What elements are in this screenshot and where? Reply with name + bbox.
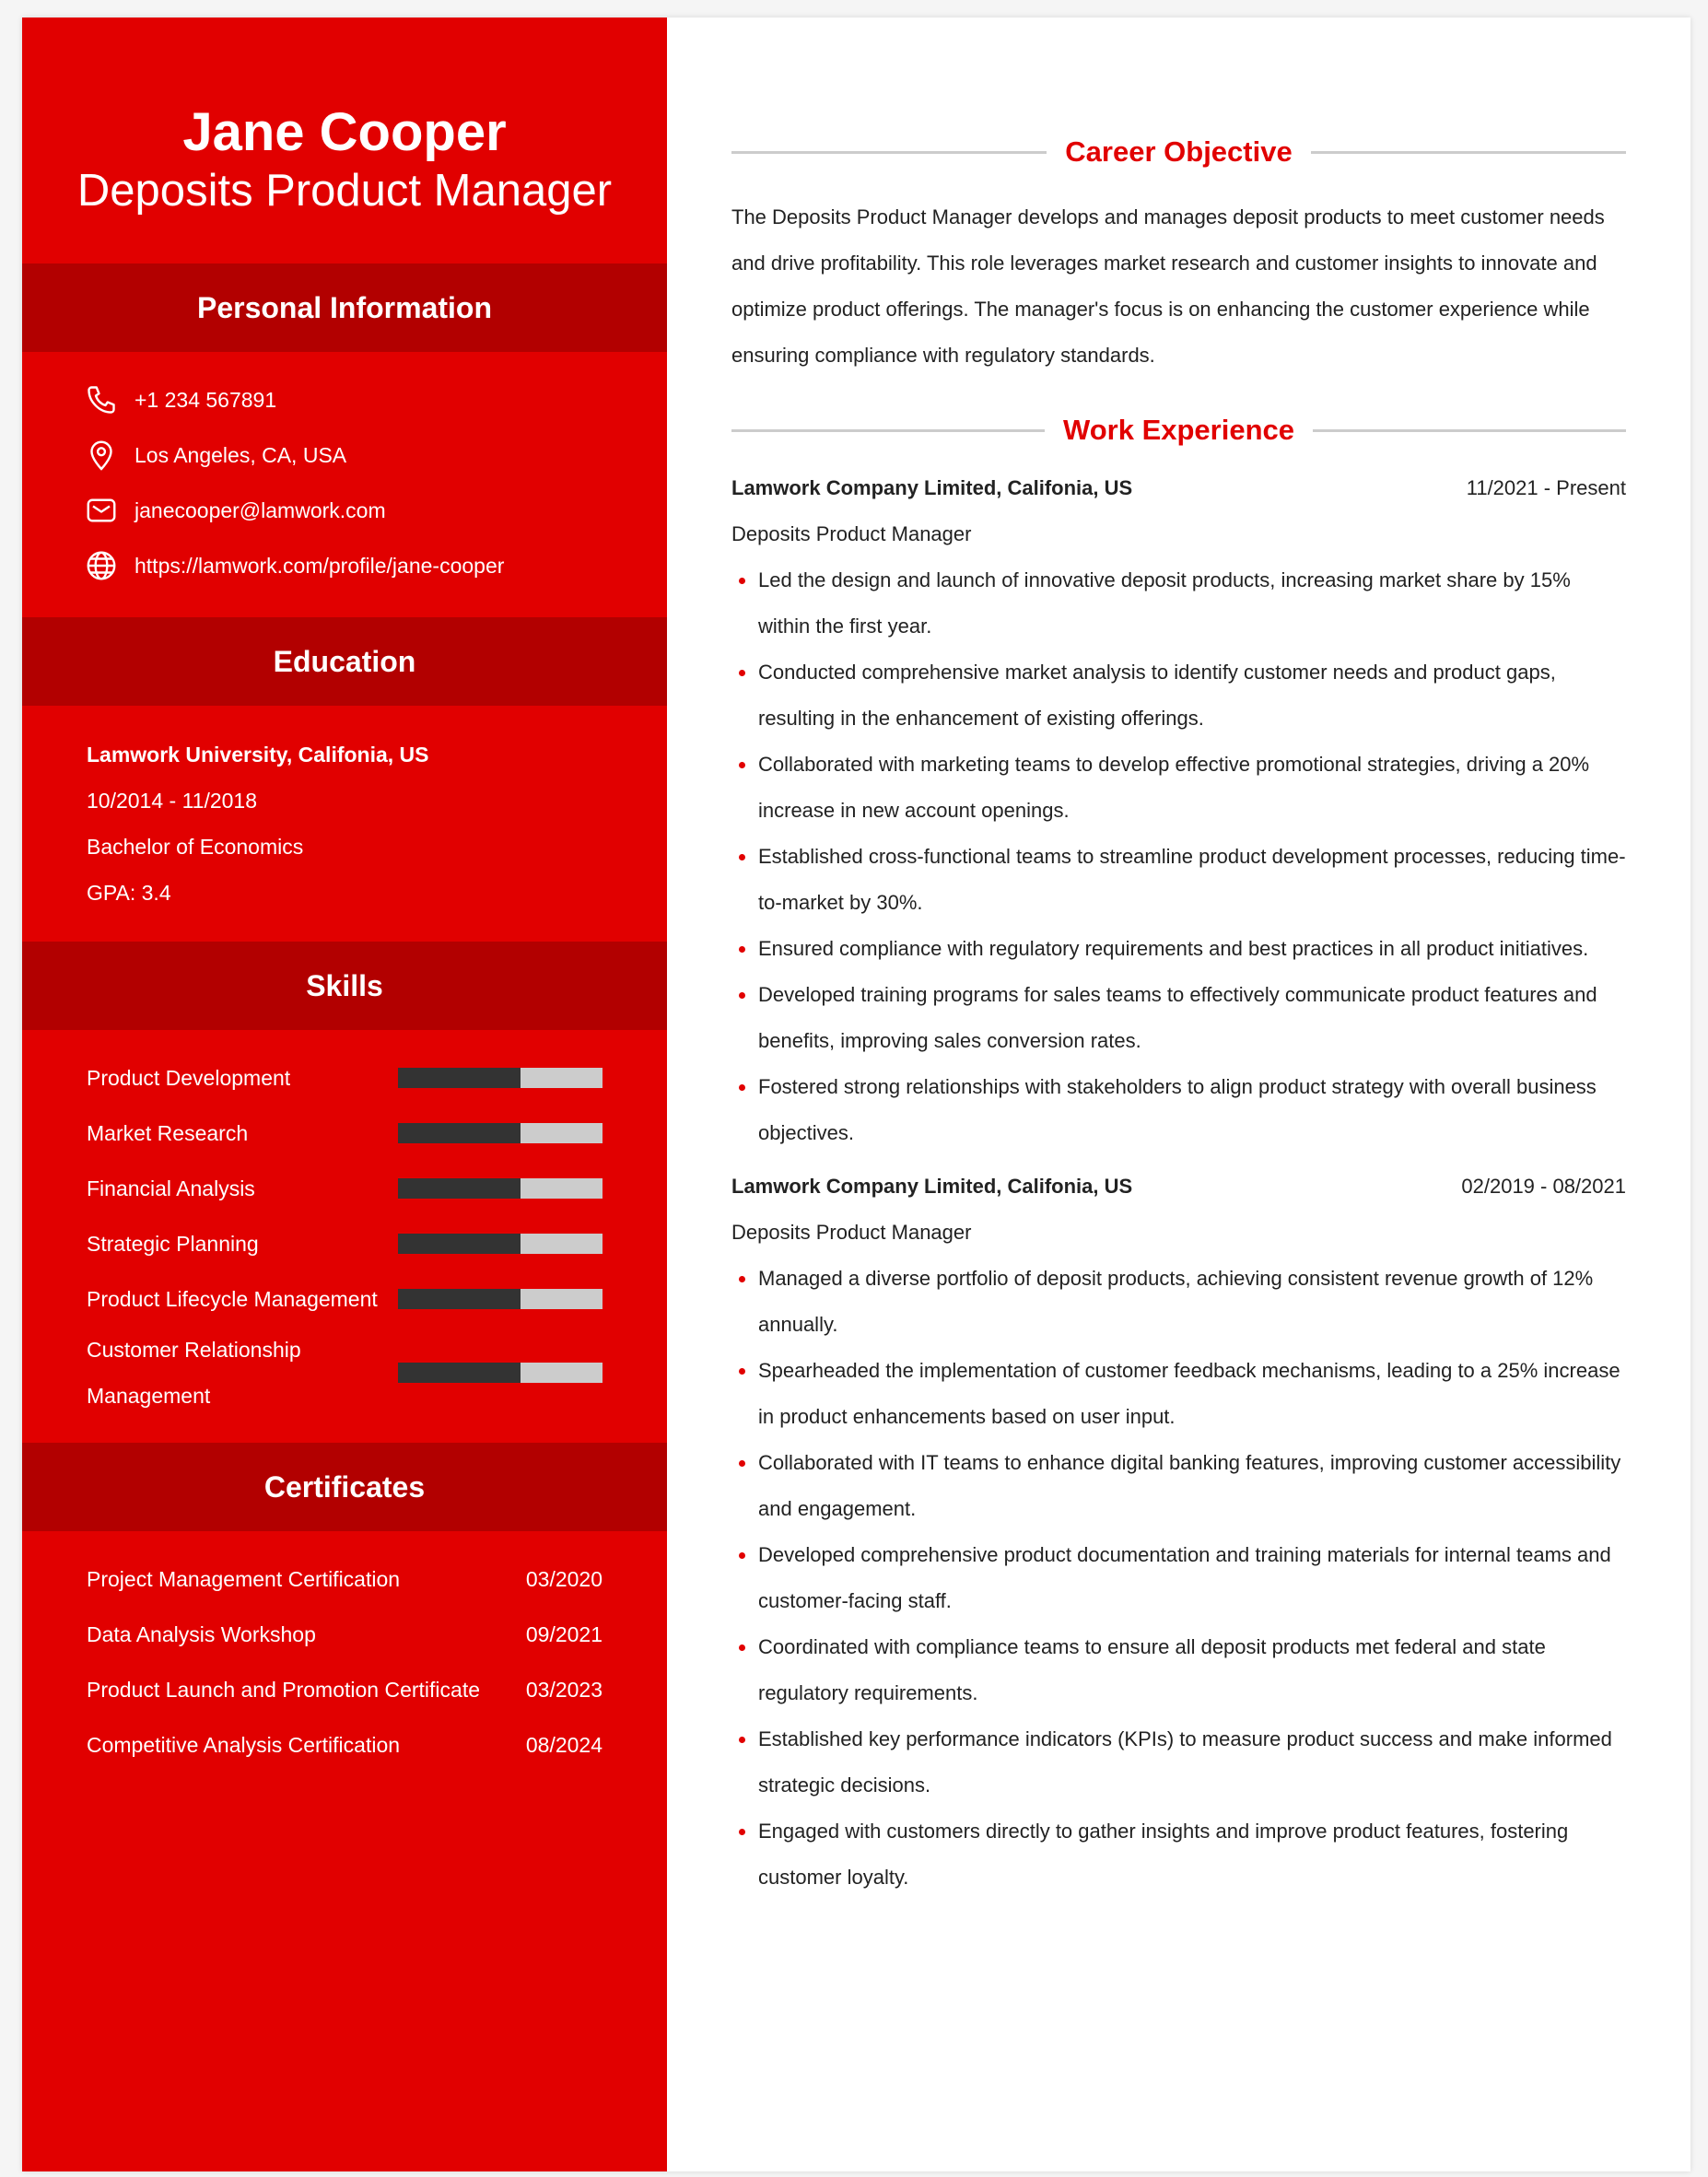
location-text: Los Angeles, CA, USA — [135, 442, 347, 467]
skill-name: Financial Analysis — [87, 1176, 255, 1200]
skill-item — [87, 1050, 602, 1106]
contact-location — [85, 427, 667, 483]
name-block — [22, 18, 667, 263]
skill-level-bar — [398, 1234, 602, 1254]
certificate-date: 09/2021 — [525, 1621, 602, 1646]
divider-line — [1311, 151, 1626, 154]
skill-item — [87, 1161, 602, 1216]
job-title: Deposits Product Manager — [76, 166, 613, 216]
certificate-name: Competitive Analysis Certification — [87, 1732, 401, 1757]
education-block — [22, 706, 667, 942]
email-text[interactable]: janecooper@lamwork.com — [135, 497, 386, 522]
education-heading: Education — [22, 617, 667, 706]
skill-name: Market Research — [87, 1121, 249, 1145]
candidate-name: Jane Cooper — [182, 102, 507, 162]
globe-icon — [85, 549, 118, 582]
certificate-date: 08/2024 — [525, 1732, 602, 1757]
divider-line — [1313, 429, 1626, 432]
skill-item — [87, 1271, 602, 1327]
job-company: Lamwork Company Limited, Califonia, US — [731, 1175, 1133, 1198]
job-bullet: Coordinated with compliance teams to ensure all deposit products met federal and state regulatory requirements. — [731, 1624, 1626, 1716]
education-degree: Bachelor of Economics — [87, 835, 304, 859]
skill-item — [87, 1216, 602, 1271]
job-bullet: Developed training programs for sales teams to effectively communicate product features and benefits, improving sales conversion rates. — [731, 972, 1626, 1064]
job-bullet: Collaborated with IT teams to enhance digital banking features, improving customer accessibility and engagement. — [731, 1440, 1626, 1532]
work-experience-header — [731, 403, 1626, 458]
job-role: Deposits Product Manager — [731, 1221, 972, 1244]
certificate-item — [87, 1607, 602, 1662]
personal-info-heading: Personal Information — [22, 263, 667, 352]
job-bullet: Fostered strong relationships with stakeholders to align product strategy with overall business objectives. — [731, 1064, 1626, 1156]
contact-website — [85, 538, 667, 593]
skill-level-fill — [398, 1123, 521, 1143]
job-bullet: Collaborated with marketing teams to develop effective promotional strategies, driving a 20% increase in new account openings. — [731, 742, 1626, 834]
job-bullets — [731, 557, 1626, 1156]
certificates-heading: Certificates — [22, 1443, 667, 1531]
skill-level-bar — [398, 1178, 602, 1199]
certificate-item — [87, 1662, 602, 1717]
sidebar — [22, 18, 667, 2171]
skill-item — [87, 1106, 602, 1161]
website-text[interactable]: https://lamwork.com/profile/jane-cooper — [135, 553, 505, 578]
skills-heading: Skills — [22, 942, 667, 1030]
location-pin-icon — [85, 439, 118, 472]
email-icon — [85, 494, 118, 527]
job-bullet: Engaged with customers directly to gather insights and improve product features, fostering customer loyalty. — [731, 1808, 1626, 1901]
job-bullet: Led the design and launch of innovative deposit products, increasing market share by 15% within the first year. — [731, 557, 1626, 650]
skill-level-bar — [398, 1123, 602, 1143]
phone-icon — [85, 383, 118, 416]
certificate-name: Project Management Certification — [87, 1566, 401, 1591]
contact-phone — [85, 372, 667, 427]
job-entry — [731, 465, 1626, 1156]
job-bullet: Established key performance indicators (KPIs) to measure product success and make informed strategic decisions. — [731, 1716, 1626, 1808]
skill-level-fill — [398, 1068, 521, 1088]
education-school: Lamwork University, Califonia, US — [87, 743, 429, 767]
skill-name: Customer Relationship Management — [87, 1338, 301, 1408]
job-bullet: Ensured compliance with regulatory requirements and best practices in all product initiatives. — [731, 926, 1626, 972]
divider-line — [731, 151, 1047, 154]
resume-page — [22, 18, 1690, 2171]
education-gpa: GPA: 3.4 — [87, 881, 171, 905]
certificates-list — [22, 1531, 667, 1773]
skill-level-bar — [398, 1068, 602, 1088]
job-bullet: Conducted comprehensive market analysis to identify customer needs and product gaps, resulting in the enhancement of existing offerings. — [731, 650, 1626, 742]
job-bullet: Managed a diverse portfolio of deposit products, achieving consistent revenue growth of 12% annually. — [731, 1256, 1626, 1348]
skill-level-fill — [398, 1178, 521, 1199]
contact-list — [22, 352, 667, 617]
job-entry — [731, 1164, 1626, 1901]
certificate-name: Product Launch and Promotion Certificate — [87, 1677, 481, 1702]
job-header — [731, 1164, 1626, 1210]
skill-item — [87, 1327, 602, 1419]
job-bullet: Spearheaded the implementation of customer feedback mechanisms, leading to a 25% increase in product enhancements based on user input. — [731, 1348, 1626, 1440]
career-objective-text: The Deposits Product Manager develops and manages deposit products to meet customer needs and drive profitability. This role leverages market research and customer insights to innovate and optimize product offerings. The manager's focus is on enhancing the customer experience while ensuring compliance with regulatory standards. — [731, 205, 1605, 367]
certificate-date: 03/2023 — [525, 1677, 602, 1702]
certificate-item — [87, 1551, 602, 1607]
divider-line — [731, 429, 1045, 432]
certificate-item — [87, 1717, 602, 1773]
skill-name: Strategic Planning — [87, 1232, 259, 1256]
skills-list — [22, 1030, 667, 1443]
main-content — [667, 18, 1690, 2171]
job-bullet: Established cross-functional teams to streamline product development processes, reducing time-to-market by 30%. — [731, 834, 1626, 926]
job-header — [731, 465, 1626, 511]
job-dates: 11/2021 - Present — [1466, 476, 1626, 499]
career-objective-header — [731, 124, 1626, 180]
skill-level-fill — [398, 1289, 521, 1309]
skill-level-fill — [398, 1234, 521, 1254]
skill-name: Product Lifecycle Management — [87, 1287, 378, 1311]
phone-text: +1 234 567891 — [135, 387, 277, 412]
job-dates: 02/2019 - 08/2021 — [1461, 1175, 1626, 1198]
work-experience-heading: Work Experience — [1063, 414, 1294, 446]
career-objective-heading: Career Objective — [1065, 135, 1293, 168]
job-bullet: Developed comprehensive product documentation and training materials for internal teams and customer-facing staff. — [731, 1532, 1626, 1624]
certificate-name: Data Analysis Workshop — [87, 1621, 316, 1646]
skill-name: Product Development — [87, 1066, 291, 1090]
skill-level-bar — [398, 1289, 602, 1309]
contact-email — [85, 483, 667, 538]
skill-level-bar — [398, 1363, 602, 1383]
education-dates: 10/2014 - 11/2018 — [87, 789, 258, 813]
skill-level-fill — [398, 1363, 521, 1383]
certificate-date: 03/2020 — [525, 1566, 602, 1591]
job-company: Lamwork Company Limited, Califonia, US — [731, 476, 1133, 499]
job-bullets — [731, 1256, 1626, 1901]
job-role: Deposits Product Manager — [731, 522, 972, 545]
